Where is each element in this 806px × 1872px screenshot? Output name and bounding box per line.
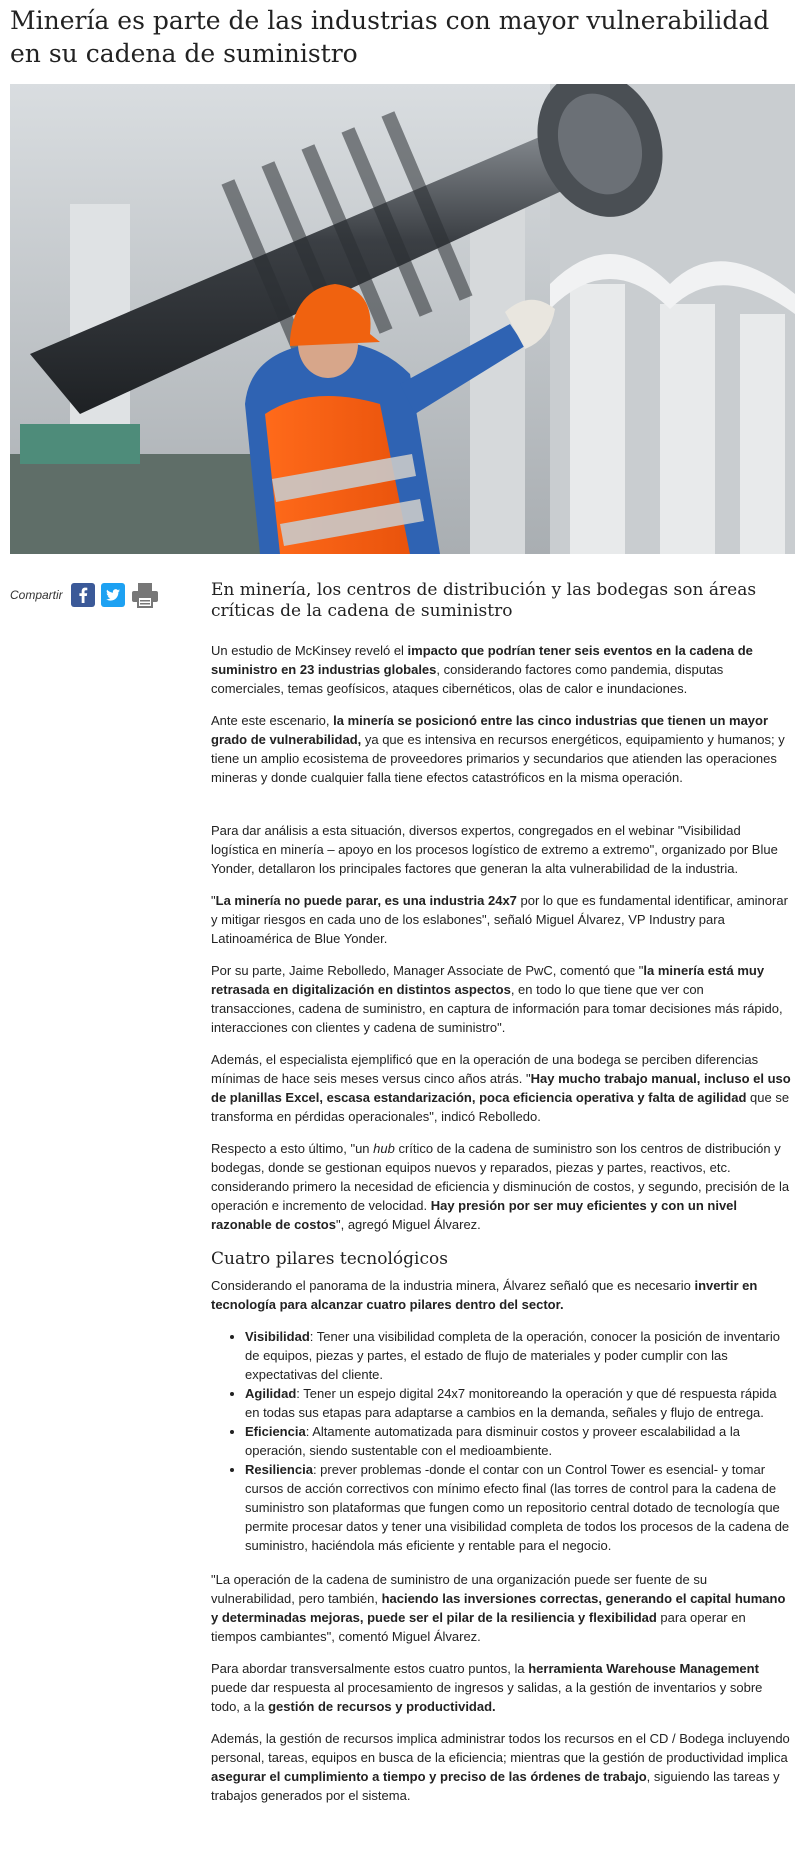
paragraph: Además, el especialista ejemplificó que en la operación de una bodega se perciben diferencias mínimas de hace seis meses versus cinco años atrás. "Hay mucho trabajo manual, incluso el uso de planillas Excel, escasa estandarización, poca eficiencia operativa y falta de agilidad que se transforma en pérdidas operacionales", indicó Rebolledo. [211, 1052, 791, 1124]
paragraph: "La minería no puede parar, es una industria 24x7 por lo que es fundamental identificar, aminorar y mitigar riesgos en cada uno de los eslabones", señaló Miguel Álvarez, VP Industry para Latinoamérica de Blue Yonder. [211, 893, 788, 946]
hero-illustration [10, 84, 795, 554]
printer-icon [131, 582, 159, 608]
list-item: • Visibilidad: Tener una visibilidad completa de la operación, conocer la posición de inventario de equipos, piezas y partes, el estado de flujo de materiales y poder cumplir con las expectativas del cliente. [245, 1327, 791, 1384]
section-title: Cuatro pilares tecnológicos [211, 1249, 448, 1269]
hero-image [10, 84, 795, 554]
share-bar [10, 580, 165, 610]
paragraph: Además, la gestión de recursos implica administrar todos los recursos en el CD / Bodega incluyendo personal, tareas, equipos en busca de la eficiencia; mientras que la gestión de productividad implica asegurar el cumplimiento a tiempo y preciso de las órdenes de trabajo, siguiendo las tareas y trabajos generados por el sistema. [211, 1731, 790, 1803]
pillars-list [211, 1327, 791, 1555]
paragraph: Ante este escenario, la minería se posicionó entre las cinco industrias que tienen un mayor grado de vulnerabilidad, ya que es intensiva en recursos energéticos, equipamiento y humanos; y tiene un amplio ecosistema de proveedores primarios y secundarios que atienden las operaciones mineras y donde cualquier falla tiene efectos catastróficos en la misma operación. [211, 713, 785, 785]
article-headline: Minería es parte de las industrias con mayor vulnerabilidad en su cadena de suministro [10, 6, 770, 68]
article-body [211, 580, 791, 1818]
paragraph: "La operación de la cadena de suministro de una organización puede ser fuente de su vulnerabilidad, pero también, haciendo las inversiones correctas, generando el capital humano y determinadas mejoras, puede ser el pilar de la resiliencia y flexibilidad para operar en tiempos cambiantes", comentó Miguel Álvarez. [211, 1572, 786, 1644]
facebook-icon [71, 583, 95, 607]
list-item: • Eficiencia: Altamente automatizada para disminuir costos y proveer escalabilidad a la operación, siendo sustentable con el medioambiente. [245, 1422, 791, 1460]
paragraph: Un estudio de McKinsey reveló el impacto que podrían tener seis eventos en la cadena de suministro en 23 industrias globales, considerando factores como pandemia, disputas comerciales, temas geofísicos, ataques cibernéticos, olas de calor e inundaciones. [211, 643, 753, 696]
paragraph: Para abordar transversalmente estos cuatro puntos, la herramienta Warehouse Management puede dar respuesta al procesamiento de ingresos y salidas, a la gestión de inventarios y sobre todo, a la gestión de recursos y productividad. [211, 1661, 763, 1714]
paragraph: Considerando el panorama de la industria minera, Álvarez señaló que es necesario invertir en tecnología para alcanzar cuatro pilares dentro del sector. [211, 1278, 758, 1312]
paragraph: Para dar análisis a esta situación, diversos expertos, congregados en el webinar "Visibilidad logística en minería – apoyo en los procesos logístico de extremo a extremo", organizado por Blue Yonder, detallaron los principales factores que generan la alta vulnerabilidad de la industria. [211, 823, 778, 876]
paragraph: Respecto a esto último, "un hub crítico de la cadena de suministro son los centros de distribución y bodegas, donde se gestionan equipos nuevos y reparados, piezas y partes, reactivos, etc. considerando primero la necesidad de eficiencia y disminución de costos, y segundo, precisión de la operación e incremento de velocidad. Hay presión por ser muy eficientes y con un nivel razonable de costos", agregó Miguel Álvarez. [211, 1141, 790, 1232]
print-button[interactable] [131, 583, 159, 607]
twitter-share-button[interactable] [101, 583, 125, 607]
list-item: • Agilidad: Tener un espejo digital 24x7 monitoreando la operación y que dé respuesta rápida en todas sus etapas para adaptarse a cambios en la demanda, señales y flujo de entrega. [245, 1384, 791, 1422]
list-item: • Resiliencia: prever problemas -donde el contar con un Control Tower es esencial- y tomar cursos de acción correctivos con mínimo efecto final (las torres de control para la cadena de suministro son plataformas que fungen como un repositorio central dotado de tecnología que permite procesar datos y tener una visibilidad completa de todos los procesos de la cadena de suministro, haciéndola más eficiente y rentable para el negocio. [245, 1460, 791, 1555]
article-subheading: En minería, los centros de distribución y las bodegas son áreas críticas de la cadena de suministro [211, 580, 757, 621]
paragraph: Por su parte, Jaime Rebolledo, Manager Associate de PwC, comentó que "la minería está muy retrasada en digitalización en distintos aspectos, en todo lo que tiene que ver con transacciones, cadena de suministro, en captura de información para tomar decisiones más rápido, interacciones con clientes y cadena de suministro". [211, 963, 783, 1035]
facebook-share-button[interactable] [71, 583, 95, 607]
share-label: Compartir [10, 588, 63, 602]
twitter-icon [101, 583, 125, 607]
